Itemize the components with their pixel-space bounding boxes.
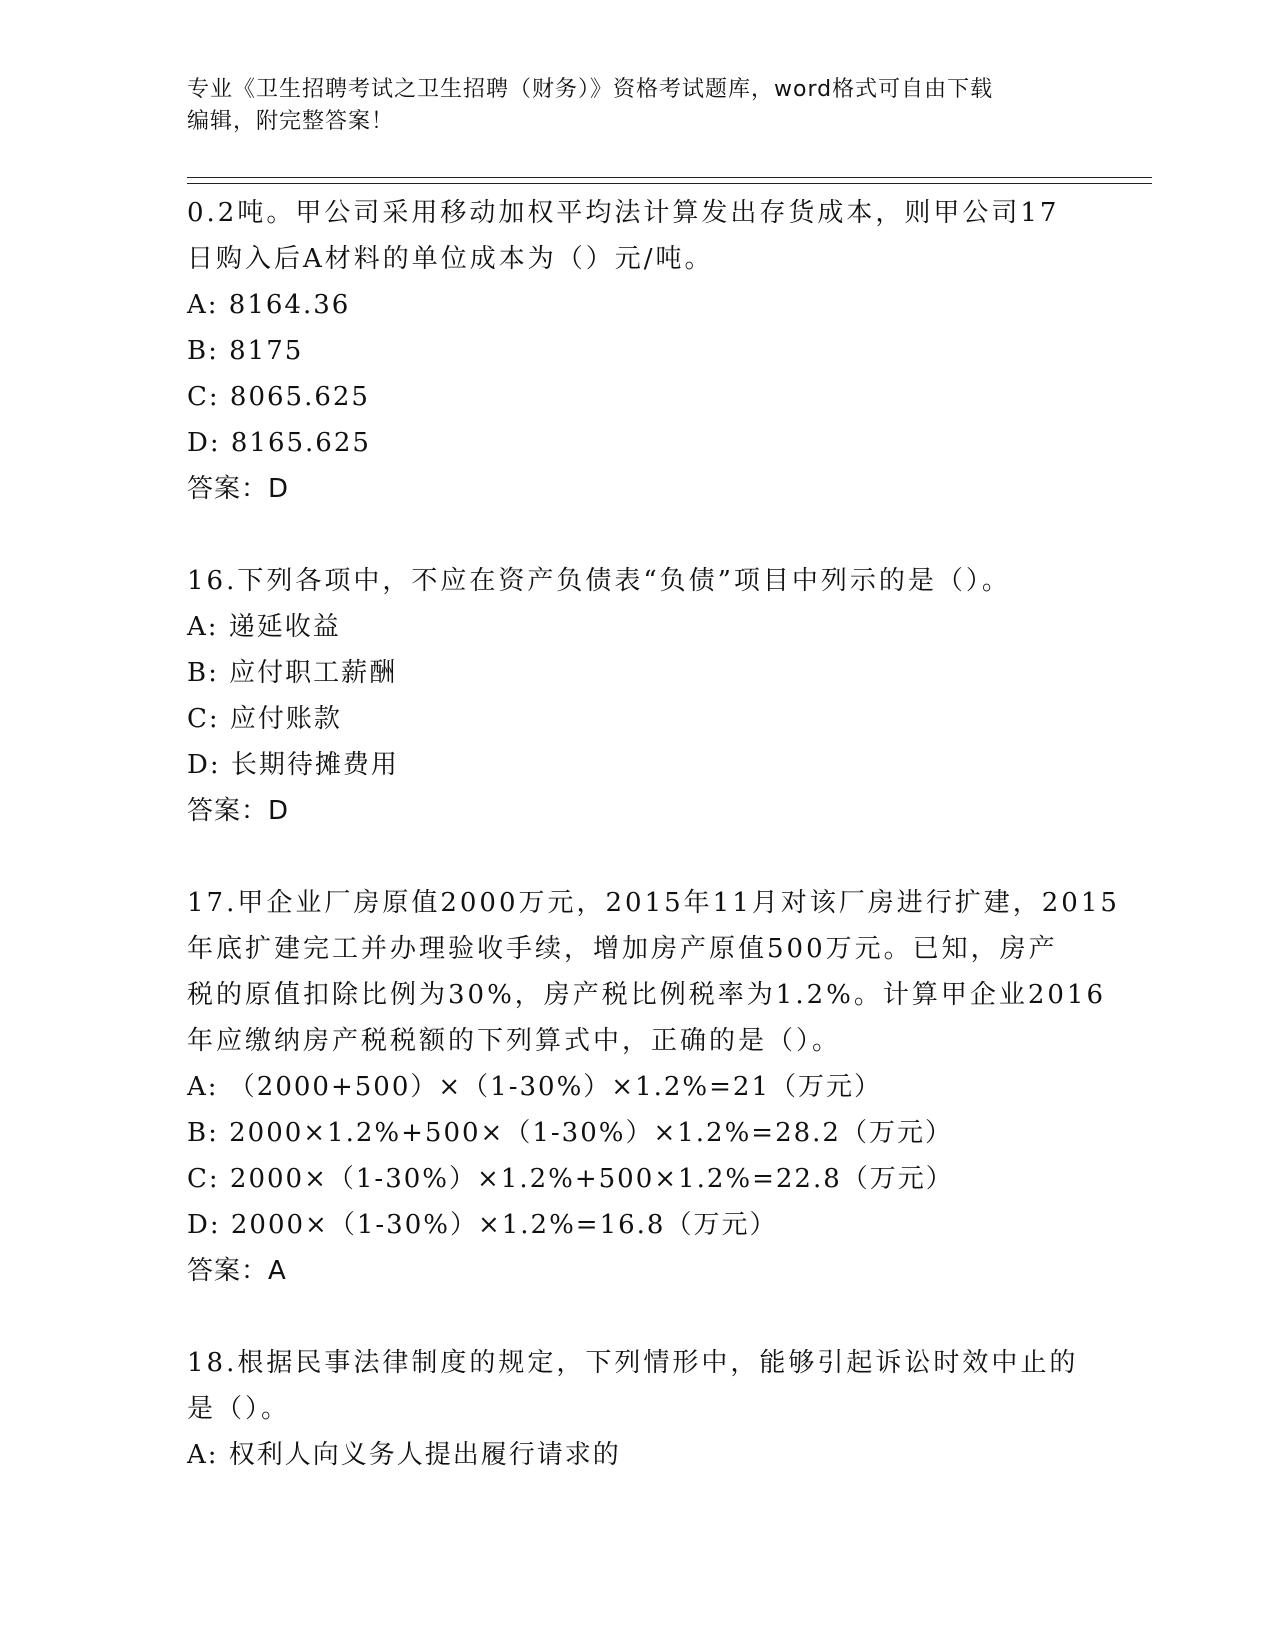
question-text-line: 年应缴纳房产税税额的下列算式中，正确的是（）。	[187, 1026, 842, 1056]
option-a: A: （2000+500）×（1-30%）×1.2%=21（万元）	[187, 1072, 882, 1102]
question-text-line: 年底扩建完工并办理验收手续，增加房产原值500万元。已知，房产	[187, 934, 1058, 964]
document-header	[187, 74, 1087, 138]
block-spacer	[187, 1294, 1087, 1340]
option-b: B: 8175	[187, 336, 304, 366]
question-block	[187, 558, 1087, 834]
question-text-line: 0.2吨。甲公司采用移动加权平均法计算发出存货成本，则甲公司17	[187, 198, 1060, 228]
question-list	[187, 190, 1120, 1478]
option-b: B: 2000×1.2%+500×（1-30%）×1.2%=28.2（万元）	[187, 1118, 953, 1148]
option-c: C: 2000×（1-30%）×1.2%+500×1.2%=22.8（万元）	[187, 1164, 954, 1194]
option-a: A: 权利人向义务人提出履行请求的	[187, 1440, 621, 1470]
question-text-line: 日购入后A材料的单位成本为（）元/吨。	[187, 244, 714, 274]
option-d: D: 长期待摊费用	[187, 750, 399, 780]
question-text-line: 16.下列各项中，不应在资产负债表“负债”项目中列示的是（）。	[187, 566, 1011, 596]
option-a: A: 递延收益	[187, 612, 341, 642]
header-line-2: 编辑，附完整答案！	[187, 109, 395, 134]
block-spacer	[187, 512, 1087, 558]
block-spacer	[187, 834, 1087, 880]
header-line-1: 专业《卫生招聘考试之卫生招聘（财务）》资格考试题库，word格式可自由下载	[187, 77, 994, 102]
question-block	[187, 190, 1087, 512]
answer-line: 答案：D	[187, 474, 290, 504]
question-block	[187, 880, 1120, 1294]
question-text-line: 是（）。	[187, 1394, 291, 1424]
option-c: C: 应付账款	[187, 704, 342, 734]
question-text-line: 17.甲企业厂房原值2000万元，2015年11月对该厂房进行扩建，2015	[187, 888, 1120, 918]
header-divider-bottom	[187, 183, 1152, 184]
option-d: D: 8165.625	[187, 428, 371, 458]
option-c: C: 8065.625	[187, 382, 370, 412]
option-d: D: 2000×（1-30%）×1.2%=16.8（万元）	[187, 1210, 778, 1240]
question-block	[187, 1340, 1087, 1478]
question-text-line: 税的原值扣除比例为30%，房产税比例税率为1.2%。计算甲企业2016	[187, 980, 1107, 1010]
answer-line: 答案：D	[187, 796, 290, 826]
question-text-line: 18.根据民事法律制度的规定，下列情形中，能够引起诉讼时效中止的	[187, 1348, 1079, 1378]
option-b: B: 应付职工薪酬	[187, 658, 398, 688]
header-divider-top	[187, 177, 1152, 178]
answer-line: 答案：A	[187, 1256, 287, 1286]
option-a: A: 8164.36	[187, 290, 351, 320]
